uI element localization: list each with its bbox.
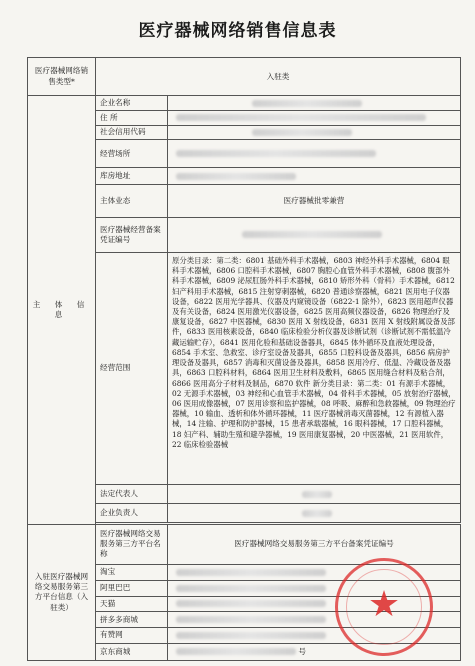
scope-label: 经营范围 — [96, 252, 168, 484]
residence-value — [168, 110, 461, 125]
platform-name: 阿里巴巴 — [96, 580, 168, 596]
principal-label: 企业负责人 — [96, 504, 168, 523]
sales-type-value: 入驻类 — [96, 58, 461, 96]
platform-cert — [168, 643, 461, 660]
credit-code-value — [168, 125, 461, 140]
credit-code-label: 社会信用代码 — [96, 125, 168, 140]
legal-rep-value — [168, 485, 461, 504]
business-place-value — [168, 140, 461, 168]
license-value — [168, 217, 461, 252]
platform-name: 拼多多商城 — [96, 612, 168, 628]
company-name-label: 企业名称 — [96, 96, 168, 111]
license-label: 医疗器械经营备案凭证编号 — [96, 217, 168, 252]
warehouse-value — [168, 168, 461, 185]
seal-star-icon: ★ — [367, 584, 401, 625]
platform-name: 淘宝 — [96, 565, 168, 581]
legal-rep-label: 法定代表人 — [96, 485, 168, 504]
platform-cert-label: 医疗器械网络交易服务第三方平台备案凭证编号 — [168, 524, 461, 565]
platform-name: 京东商城 — [96, 643, 168, 660]
main-business-label: 主体业态 — [96, 185, 168, 218]
platform-info-label: 入驻医疗器械网络交易服务第三方平台信息（入驻类） — [28, 524, 96, 660]
principal-value — [168, 504, 461, 523]
platform-name-label: 医疗器械网络交易服务第三方平台名称 — [96, 524, 168, 565]
scope-text: 原分类目录：第二类：6801 基础外科手术器械，6803 神经外科手术器械，6804 眼科手术器械，6806 口腔科手术器械，6807 胸腔心血管外科手术器械，6808 腹部外科手术器械，6809 泌尿肛肠外科手术器械，6810 矫形外科（骨科）手术器械，6812 妇产科用手术器械，6815 注射穿刺器械，6820 普通诊察器械，6821 医用电子仪器设备，6822 医用光学器具、仪器及内窥镜设备（6822-1 除外），6823 医用超声仪器及有关设备，6824 医用激光仪器设备，6825 医用高频仪器设备，6826 物理治疗及康复设备，6827 中医器械，6830 医用 X 射线设备，6831 医用 X 射线附属设备及部件，6833 医用核素设备，6840 临床检验分析仪器及诊断试剂（诊断试剂不需低温冷藏运输贮存），6841 医用化验和基础设备器具，6845 体外循环及血液处理设备，6854 手术室、急救室、诊疗室设备及器具，6855 口腔科设备及器具，6856 病房护理设备及器具，6857 消毒和灭菌设备及器具，6858 医用冷疗、低温、冷藏设备及器具，6863 口腔科材料，6864 医用卫生材料及敷料，6865 医用缝合材料及粘合剂，6866 医用高分子材料及制品，6870 软件 新分类目录：第二类：01 有源手术器械，02 无源手术器械，03 神经和心血管手术器械，04 骨科手术器械，05 放射治疗器械，06 医用成像器械，07 医用诊察和监护器械，08 呼吸、麻醉和急救器械，09 物理治疗器械，10 输血、透析和体外循环器械，11 医疗器械消毒灭菌器械，12 有源植入器械，14 注输、护理和防护器械，15 患者承载器械，16 眼科器械，17 口腔科器械，18 妇产科、辅助生殖和避孕器械，19 医用康复器械，20 中医器械，21 医用软件，22 临床检验器械 — [168, 252, 461, 484]
platform-name: 有赞网 — [96, 628, 168, 644]
main-business-value: 医疗器械批零兼营 — [168, 185, 461, 218]
subject-info-label: 主 体 信 息 — [28, 96, 96, 524]
residence-label: 住 所 — [96, 110, 168, 125]
document-title: 医疗器械网络销售信息表 — [138, 21, 337, 41]
sales-type-label: 医疗器械网络销售类型* — [28, 58, 96, 96]
business-place-label: 经营场所 — [96, 140, 168, 168]
warehouse-label: 库房地址 — [96, 168, 168, 185]
official-seal — [335, 558, 433, 656]
platform-name: 天猫 — [96, 596, 168, 612]
platform-cert-suffix: 号 — [298, 646, 307, 656]
company-name-value — [168, 96, 461, 111]
